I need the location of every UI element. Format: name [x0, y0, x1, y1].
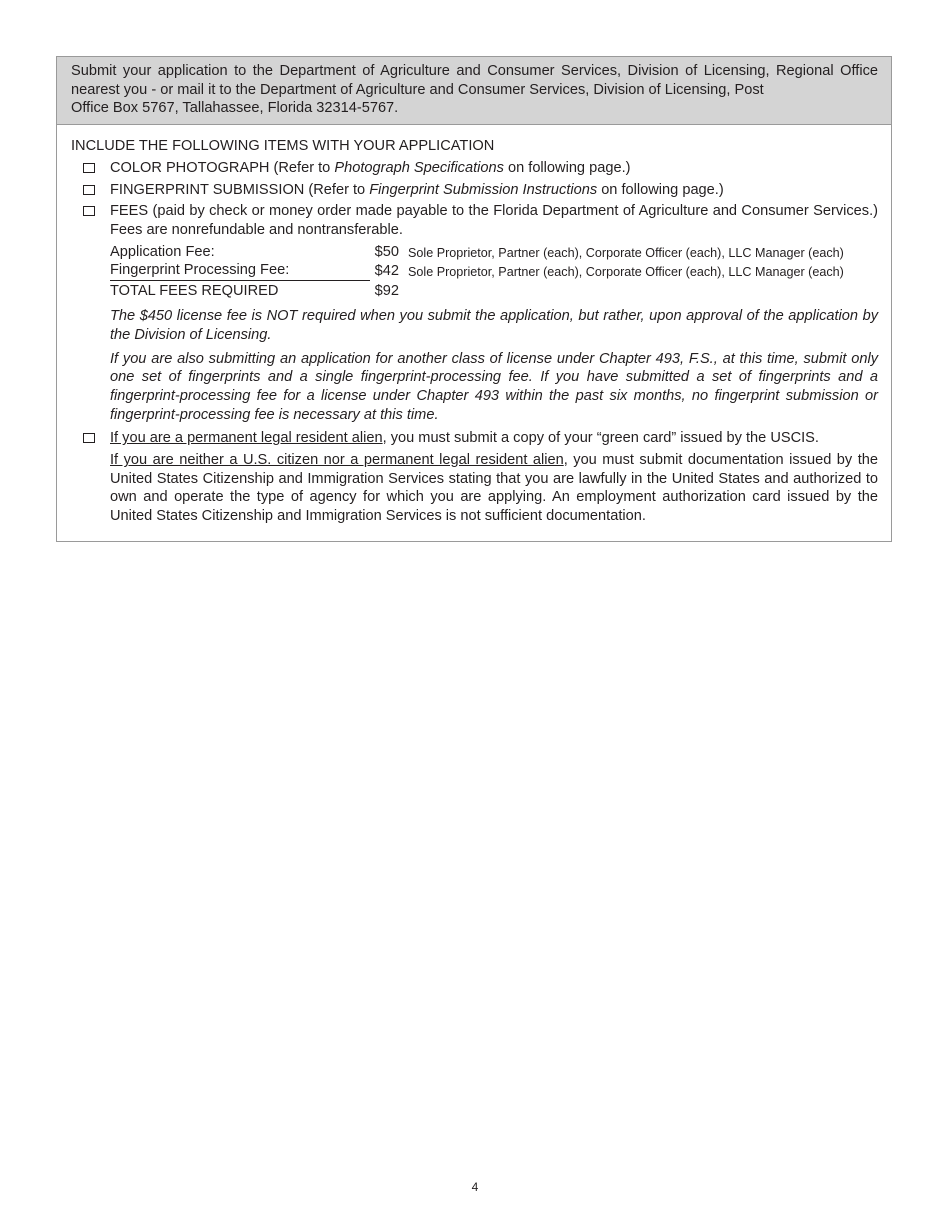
green-card-underlined: If you are a permanent legal resident alien [110, 430, 383, 447]
fee-row-total [110, 282, 878, 302]
checklist-heading: INCLUDE THE FOLLOWING ITEMS WITH YOUR APPLICATION [71, 138, 495, 155]
checklist-item-photo [71, 159, 878, 178]
submission-address-header [57, 57, 891, 125]
checklist-item-fingerprint [71, 181, 878, 200]
non-citizen-underlined: If you are neither a U.S. citizen nor a permanent legal resident alien [110, 452, 564, 469]
chapter-493-note: If you are also submitting an application for another class of license under Chapter 493, F.S., at this time, submit only one set of fingerprints and a single fingerprint-processing fee. If you have submitted a set of fingerprints and a fingerprint-processing fee for a license under Chapter 493 within the past six months, no fingerprint submission or fingerprint-processing fee is necessary at this time. [110, 350, 878, 423]
fee-label: Fingerprint Processing Fee: [110, 262, 370, 281]
fingerprint-text-emphasis: Fingerprint Submission Instructions [369, 181, 598, 198]
fingerprint-text-suffix: on following page.) [597, 181, 724, 198]
photo-text-emphasis: Photograph Specifications [334, 159, 504, 176]
header-line-2: Office nearest you - or mail it to the Department of Agriculture and Consumer Services, Division of Licensing, Post [71, 63, 878, 98]
header-line-3: Office Box 5767, Tallahassee, Florida 32314-5767. [71, 100, 399, 117]
fee-row-application [110, 243, 878, 263]
checklist-section [57, 125, 891, 541]
fee-description: Sole Proprietor, Partner (each), Corporate Officer (each), LLC Manager (each) [408, 245, 844, 260]
page-number: 4 [471, 1180, 479, 1194]
fee-row-fingerprint [110, 262, 878, 282]
fingerprint-text-prefix: FINGERPRINT SUBMISSION (Refer to [110, 181, 370, 198]
fees-checkbox[interactable] [83, 206, 95, 216]
fee-label: Application Fee: [110, 243, 215, 260]
checklist-item-green-card [71, 429, 878, 448]
license-fee-note: The $450 license fee is NOT required when you submit the application, but rather, upon approval of the application by the Division of Licensing. [110, 308, 878, 343]
fee-label: TOTAL FEES REQUIRED [110, 282, 279, 299]
green-card-checkbox[interactable] [83, 433, 95, 443]
non-citizen-note [110, 451, 878, 526]
fee-description: Sole Proprietor, Partner (each), Corporate Officer (each), LLC Manager (each) [408, 265, 844, 280]
photo-text-suffix: on following page.) [503, 159, 631, 176]
fee-table [110, 243, 878, 302]
photo-checkbox[interactable] [83, 163, 95, 173]
fee-amount: $42 [374, 263, 399, 280]
non-citizen-text: , you must submit documentation issued by the United States Citizenship and Immigration Services stating that you are lawfully in the United States and authorized to own and operate the type of agency for which you are applying. An employment authorization card issued by the United States Citizenship and Immigration Services is not sufficient documentation. [110, 452, 878, 525]
fingerprint-checkbox[interactable] [83, 185, 95, 195]
fee-amount: $50 [374, 243, 399, 260]
header-line-1: Submit your application to the Department of Agriculture and Consumer Services, Division of Licensing, Regional [71, 63, 834, 79]
photo-text-prefix: COLOR PHOTOGRAPH (Refer to [110, 159, 335, 176]
green-card-text: , you must submit a copy of your “green card” issued by the USCIS. [382, 430, 819, 447]
application-instructions-panel [56, 56, 892, 542]
fee-amount: $92 [374, 282, 399, 299]
fees-text: FEES (paid by check or money order made payable to the Florida Department of Agriculture and Consumer Services.) Fees are nonrefundable and nontransferable. [110, 203, 878, 238]
checklist-item-fees [71, 202, 878, 239]
